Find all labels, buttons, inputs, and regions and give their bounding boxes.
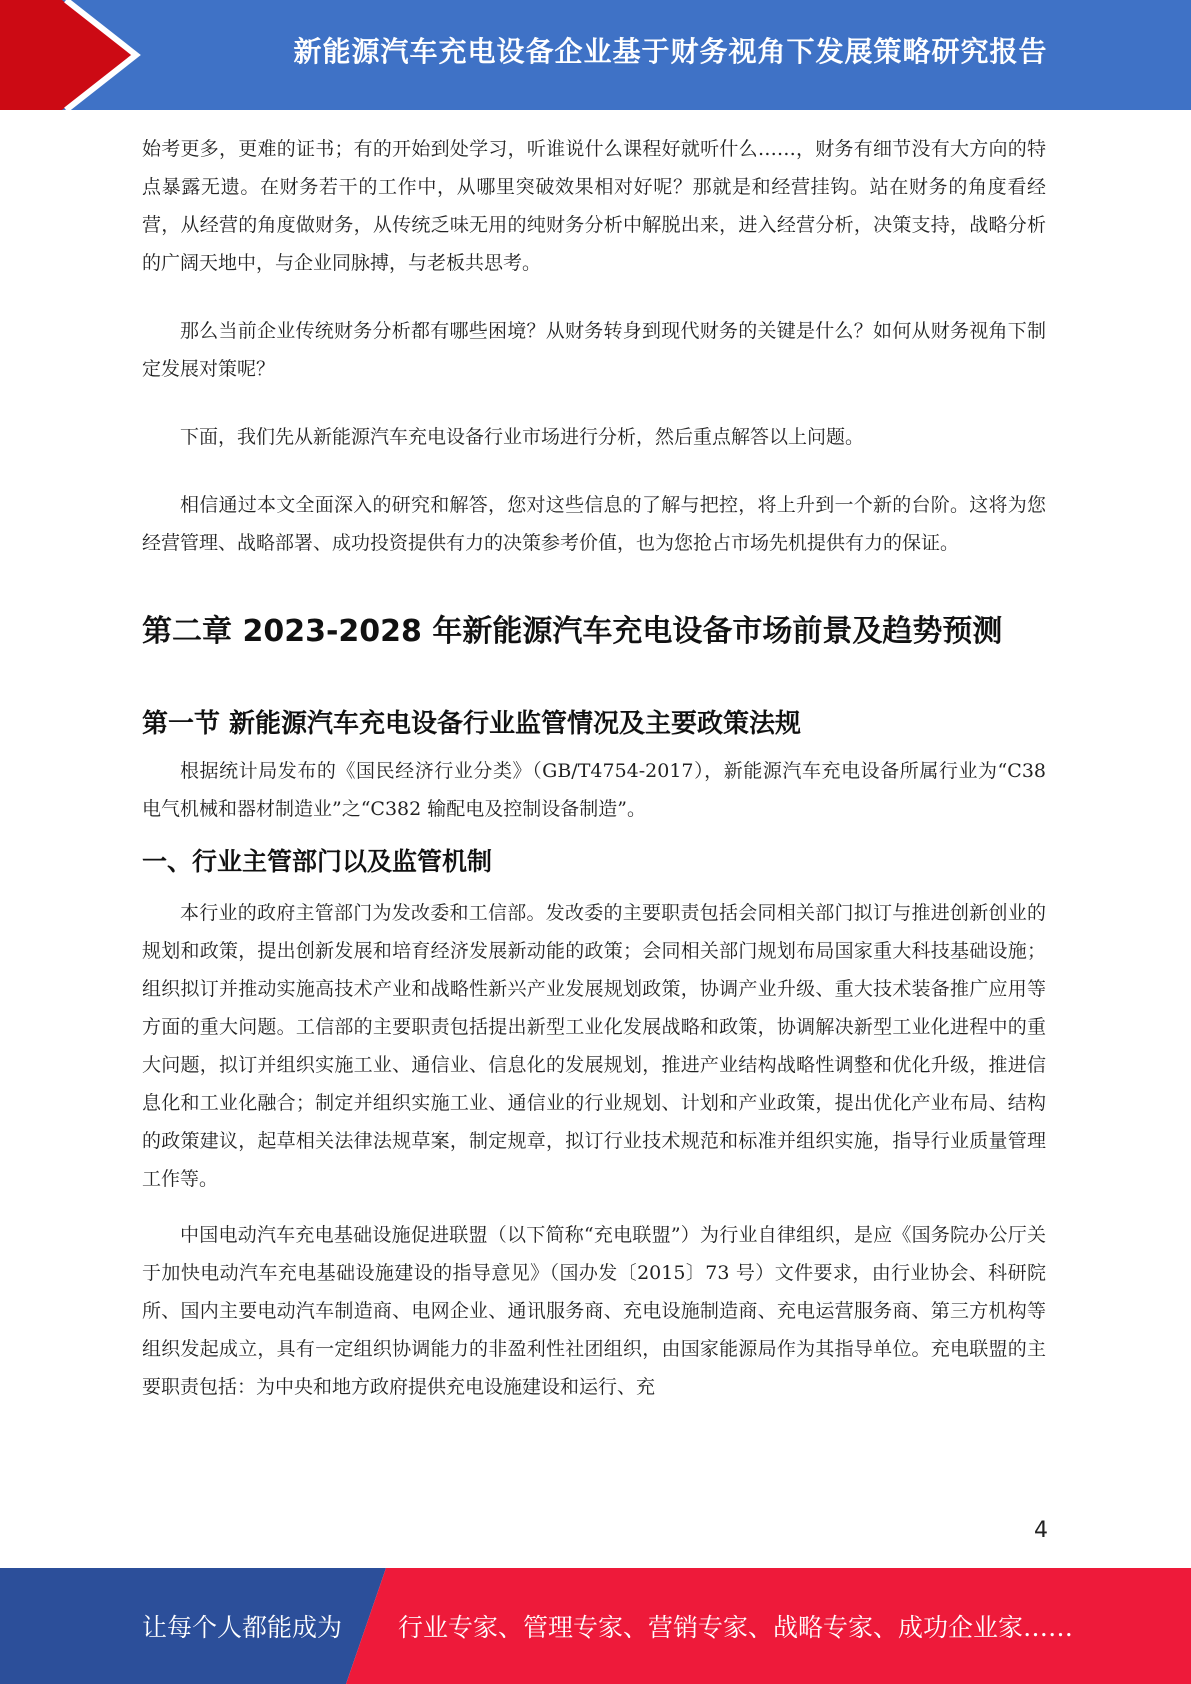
page-number: 4 <box>1034 1518 1048 1543</box>
chapter-heading: 第二章 2023-2028 年新能源汽车充电设备市场前景及趋势预测 <box>142 614 1003 649</box>
paragraph-questions: 那么当前企业传统财务分析都有哪些困境？从财务转身到现代财务的关键是什么？如何从财务视角下制定发展对策呢？ <box>142 320 1046 380</box>
page-footer <box>0 1568 1191 1684</box>
page-header <box>0 0 1191 110</box>
paragraph-charging-alliance: 中国电动汽车充电基础设施促进联盟（以下简称“充电联盟”）为行业自律组织，是应《国务院办公厅关于加快电动汽车充电基础设施建设的指导意见》（国办发〔2015〕73 号）文件要求，由行业协会、科研院所、国内主要电动汽车制造商、电网企业、通讯服务商、充电设施制造商、充电运营服务商、第三方机构等组织发起成立，具有一定组织协调能力的非盈利性社团组织，由国家能源局作为其指导单位。充电联盟的主要职责包括：为中央和地方政府提供充电设施建设和运行、充 <box>142 1224 1046 1398</box>
paragraph-continued: 始考更多，更难的证书；有的开始到处学习，听谁说什么课程好就听什么……，财务有细节没有大方向的特点暴露无遗。在财务若干的工作中，从哪里突破效果相对好呢？那就是和经营挂钩。站在财务的角度看经营，从经营的角度做财务，从传统乏味无用的纯财务分析中解脱出来，进入经营分析，决策支持，战略分析的广阔天地中，与企业同脉搏，与老板共思考。 <box>142 138 1046 274</box>
paragraph-industry-classification: 根据统计局发布的《国民经济行业分类》（GB/T4754-2017），新能源汽车充电设备所属行业为“C38 电气机械和器材制造业”之“C382 输配电及控制设备制造”。 <box>142 760 1046 820</box>
subsection-heading: 一、行业主管部门以及监管机制 <box>142 847 493 876</box>
page-content <box>142 130 1046 1406</box>
section-heading: 第一节 新能源汽车充电设备行业监管情况及主要政策法规 <box>142 709 802 739</box>
paragraph-intro: 下面，我们先从新能源汽车充电设备行业市场进行分析，然后重点解答以上问题。 <box>180 426 865 448</box>
paragraph-value: 相信通过本文全面深入的研究和解答，您对这些信息的了解与把控，将上升到一个新的台阶。这将为您经营管理、战略部署、成功投资提供有力的决策参考价值，也为您抢占市场先机提供有力的保证。 <box>142 494 1046 554</box>
footer-slogan-lead: 让每个人都能成为 <box>142 1613 343 1642</box>
report-title: 新能源汽车充电设备企业基于财务视角下发展策略研究报告 <box>293 35 1048 68</box>
footer-slogan-roles: 行业专家、管理专家、营销专家、战略专家、成功企业家…… <box>398 1613 1074 1642</box>
paragraph-regulators: 本行业的政府主管部门为发改委和工信部。发改委的主要职责包括会同相关部门拟订与推进创新创业的规划和政策，提出创新发展和培育经济发展新动能的政策；会同相关部门规划布局国家重大科技基础设施；组织拟订并推动实施高技术产业和战略性新兴产业发展规划政策，协调产业升级、重大技术装备推广应用等方面的重大问题。工信部的主要职责包括提出新型工业化发展战略和政策，协调解决新型工业化进程中的重大问题，拟订并组织实施工业、通信业、信息化的发展规划，推进产业结构战略性调整和优化升级，推进信息化和工业化融合；制定并组织实施工业、通信业的行业规划、计划和产业政策，提出优化产业布局、结构的政策建议，起草相关法律法规草案，制定规章，拟订行业技术规范和标准并组织实施，指导行业质量管理工作等。 <box>142 902 1046 1190</box>
header-arrow-graphic <box>0 0 150 110</box>
